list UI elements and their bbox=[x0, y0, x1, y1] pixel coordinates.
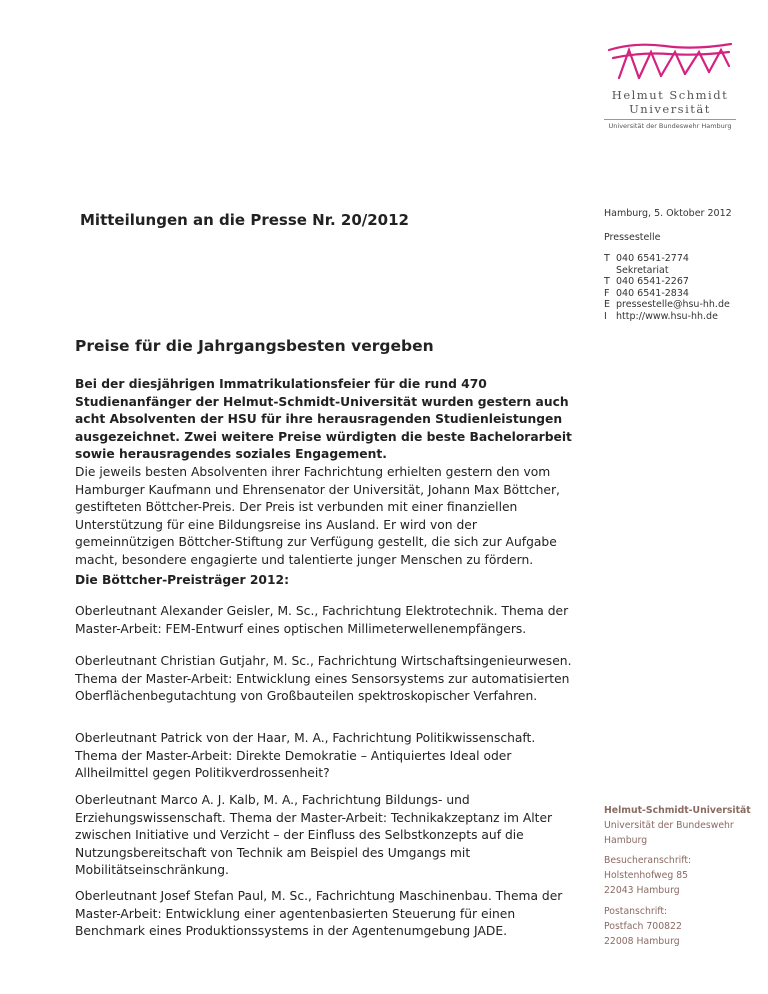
press-release-title: Mitteilungen an die Presse Nr. 20/2012 bbox=[80, 211, 409, 229]
footer-visit-city: 22043 Hamburg bbox=[604, 885, 680, 896]
winner-entry: Oberleutnant Christian Gutjahr, M. Sc., Fachrichtung Wirtschaftsingenieurwesen. Thema der Master-Arbeit: Entwicklung eines Sensorsystems zur automatisierten Oberflächenbegutachtung von Großbauteilen spektroskopischer Verfahren. bbox=[75, 654, 572, 703]
contact-fax: F 040 6541-2834 bbox=[604, 287, 689, 299]
contact-email[interactable]: E pressestelle@hsu-hh.de bbox=[604, 299, 730, 311]
winner-entry: Oberleutnant Marco A. J. Kalb, M. A., Fachrichtung Bildungs- und Erziehungswissenschaft. Thema der Master-Arbeit: Technikakzeptanz im Alter zwischen Initiative und Verzicht – der Einfluss des Selbstkonzepts auf die Nutzungsbereitschaft von Technik am Beispiel des Umgangs mit Mobilitätseinschränkung. bbox=[75, 793, 553, 877]
article-headline: Preise für die Jahrgangsbesten vergeben bbox=[75, 337, 434, 355]
footer-visit-street: Holstenhofweg 85 bbox=[604, 870, 689, 881]
contact-phone-2: T 040 6541-2267 bbox=[604, 276, 689, 288]
footer-org-line3: Hamburg bbox=[604, 835, 648, 846]
footer-visitor-address bbox=[604, 853, 691, 898]
winner-entry: Oberleutnant Patrick von der Haar, M. A., Fachrichtung Politikwissenschaft. Thema der Master-Arbeit: Direkte Demokratie – Antiquiertes Ideal oder Allheilmittel gegen Politikverdrossenheit? bbox=[75, 731, 536, 780]
logo-subline: Universität der Bundeswehr Hamburg bbox=[608, 122, 732, 130]
logo-name-line1: Helmut Schmidt bbox=[611, 88, 729, 102]
contact-phone: T 040 6541-2774 bbox=[604, 253, 689, 264]
footer-org-name: Helmut-Schmidt-Universität bbox=[604, 805, 751, 816]
contact-phone-note: Sekretariat bbox=[616, 264, 669, 276]
logo-wave-icon bbox=[605, 40, 735, 86]
footer-org-line2: Universität der Bundeswehr bbox=[604, 820, 734, 831]
footer-postal-address bbox=[604, 904, 682, 949]
footer-post-label: Postanschrift: bbox=[604, 906, 668, 917]
winner-entry: Oberleutnant Alexander Geisler, M. Sc., Fachrichtung Elektrotechnik. Thema der Master-Arbeit: FEM-Entwurf eines optischen Millimeterwellenempfängers. bbox=[75, 604, 569, 636]
logo-name-line2: Universität bbox=[629, 102, 711, 116]
footer-post-box: Postfach 700822 bbox=[604, 921, 682, 932]
date-line: Hamburg, 5. Oktober 2012 bbox=[604, 208, 732, 219]
logo-divider bbox=[604, 119, 736, 120]
footer-visit-label: Besucheranschrift: bbox=[604, 855, 692, 866]
contact-block bbox=[604, 253, 730, 323]
lead-paragraph: Bei der diesjährigen Immatrikulationsfeier für die rund 470 Studienanfänger der Helmut-Schmidt-Universität wurden gestern auch acht Absolventen der HSU für ihre herausragenden Studienleistungen ausgezeichnet. Zwei weitere Preise würdigten die beste Bachelorarbeit sowie herausragendes soziales Engagement. bbox=[75, 377, 572, 461]
department: Pressestelle bbox=[604, 232, 661, 243]
contact-website[interactable]: I http://www.hsu-hh.de bbox=[604, 310, 718, 322]
winner-entry: Oberleutnant Josef Stefan Paul, M. Sc., Fachrichtung Maschinenbau. Thema der Master-Arbeit: Entwicklung einer agentenbasierten Steuerung für einen Benchmark eines Produktionssystems in der Agentenumgebung JADE. bbox=[75, 889, 563, 938]
footer-post-city: 22008 Hamburg bbox=[604, 936, 680, 947]
winners-heading: Die Böttcher-Preisträger 2012: bbox=[75, 573, 289, 587]
footer-organization bbox=[604, 803, 751, 848]
body-paragraph: Die jeweils besten Absolventen ihrer Fachrichtung erhielten gestern den vom Hamburger Kaufmann und Ehrensenator der Universität, Johann Max Böttcher, gestifteten Böttcher-Preis. Der Preis ist verbunden mit einer finanziellen Unterstützung für eine Bildungsreise ins Ausland. Er wird von der gemeinnützigen Böttcher-Stiftung zur Verfügung gestellt, die sich zur Aufgabe macht, besondere engagierte und talentierte junger Menschen zu fördern. bbox=[75, 465, 560, 567]
university-logo bbox=[600, 40, 740, 130]
